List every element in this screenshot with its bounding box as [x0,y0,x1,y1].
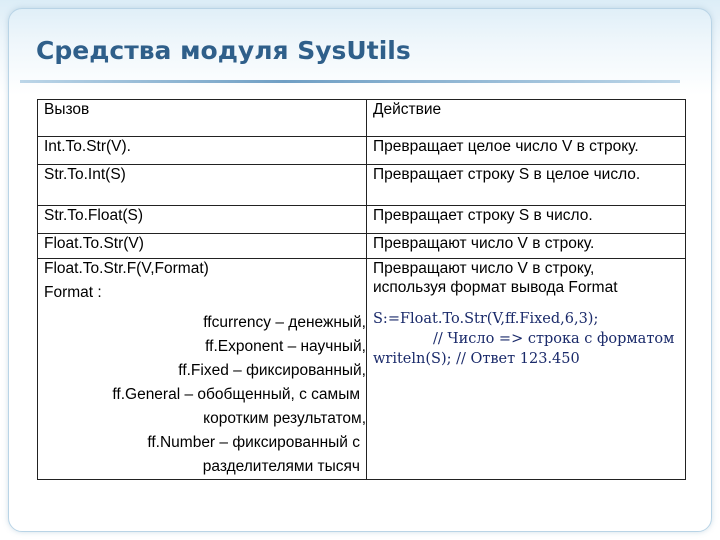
code-line: writeln(S); // Ответ 123.450 [373,351,580,367]
format-label: Format : [44,284,102,301]
table-row [38,206,686,234]
format-call-signature: Float.To.Str.F(V,Format) [44,260,209,277]
sysutils-table [37,99,686,480]
row-action: Превращает строку S в целое число. [367,165,686,206]
title-underline [20,80,680,83]
format-option: разделителями тысяч [202,458,360,475]
row-call: Str.To.Int(S) [38,165,367,206]
format-option: ff.Number – фиксированный с [147,434,360,451]
row-call: Float.To.Str(V) [38,234,367,259]
code-line: S:=Float.To.Str(V,ff.Fixed,6,3); [373,311,599,327]
row-call: Str.To.Float(S) [38,206,367,234]
format-call-cell [38,259,367,480]
code-example [373,309,679,369]
table-row [38,137,686,165]
header-call: Вызов [38,100,367,137]
table-row [38,165,686,206]
row-action: Превращает строку S в число. [367,206,686,234]
format-options-list [44,311,366,479]
table-header-row [38,100,686,137]
format-option: коротким результатом, [203,410,366,427]
row-action: Превращает целое число V в строку. [367,137,686,165]
format-option: ff.General – обобщенный, с самым [112,386,360,403]
format-action-cell [367,259,686,480]
format-action-line: используя формат вывода Format [373,279,618,296]
table-row-format [38,259,686,480]
code-comment: // Число => строка с форматом [433,331,675,347]
slide-title: Средства модуля SysUtils [36,36,411,65]
row-call: Int.To.Str(V). [38,137,367,165]
header-action: Действие [367,100,686,137]
format-option: ffcurrency – денежный, [203,314,366,331]
table-row [38,234,686,259]
row-action: Превращают число V в строку. [367,234,686,259]
format-option: ff.Exponent – научный, [205,338,366,355]
format-action-line: Превращают число V в строку, [373,260,595,277]
format-option: ff.Fixed – фиксированный, [178,362,366,379]
